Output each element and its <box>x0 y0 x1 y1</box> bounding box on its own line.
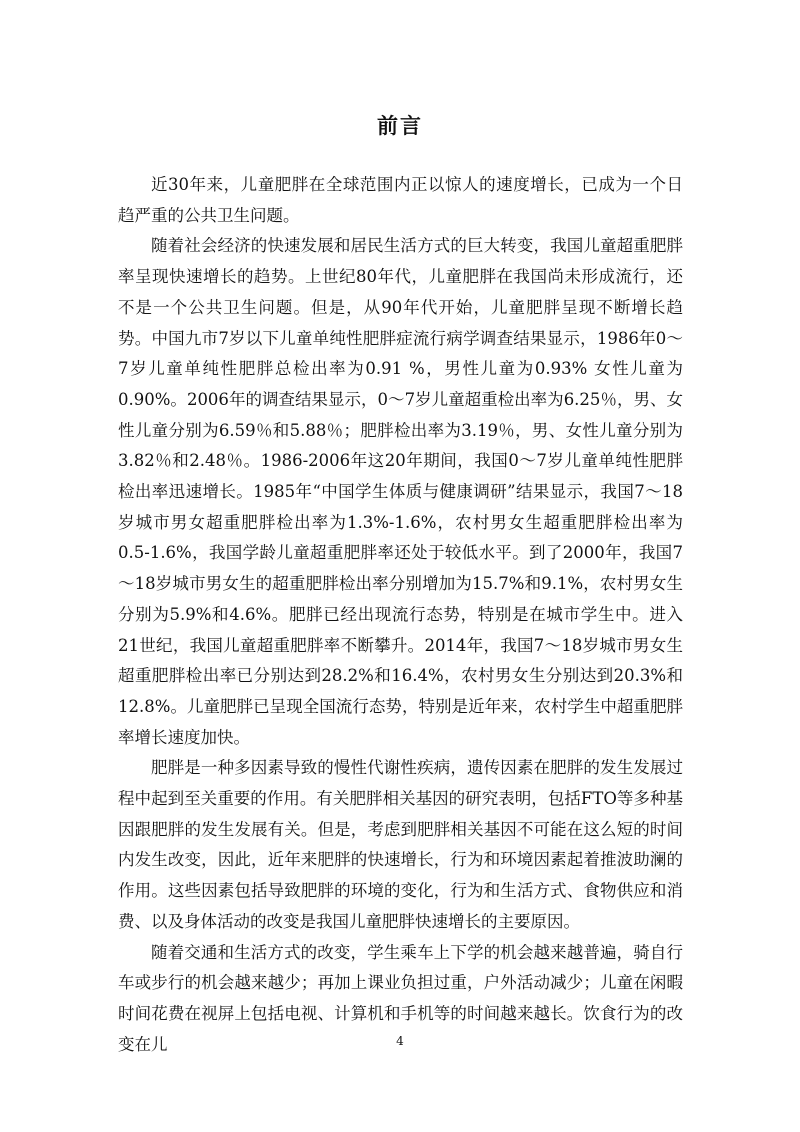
paragraph-1: 近30年来，儿童肥胖在全球范围内正以惊人的速度增长，已成为一个日趋严重的公共卫生问题。 <box>118 175 683 225</box>
page-number: 4 <box>396 1034 404 1048</box>
paragraph-3: 肥胖是一种多因素导致的慢性代谢性疾病，遗传因素在肥胖的发生发展过程中起到至关重要的作用。有关肥胖相关基因的研究表明，包括FTO等多种基因跟肥胖的发生发展有关。但是，考虑到肥胖相关基因不可能在这么短的时间内发生改变，因此，近年来肥胖的快速增长，行为和环境因素起着推波助澜的作用。这些因素包括导致肥胖的环境的变化，行为和生活方式、食物供应和消费、以及身体活动的改变是我国儿童肥胖快速增长的主要原因。 <box>118 758 683 931</box>
page-title: 前言 <box>377 114 423 138</box>
paragraph-4: 随着交通和生活方式的改变，学生乘车上下学的机会越来越普遍，骑自行车或步行的机会越来越少；再加上课业负担过重，户外活动减少；儿童在闲暇时间花费在视屏上包括电视、计算机和手机等的时间越来越长。饮食行为的改变在儿 <box>118 942 683 1054</box>
body-text <box>118 170 683 1060</box>
paragraph-2: 随着社会经济的快速发展和居民生活方式的巨大转变，我国儿童超重肥胖率呈现快速增长的趋势。上世纪80年代，儿童肥胖在我国尚未形成流行，还不是一个公共卫生问题。但是，从90年代开始，儿童肥胖呈现不断增长趋势。中国九市7岁以下儿童单纯性肥胖症流行病学调查结果显示，1986年0～7岁儿童单纯性肥胖总检出率为0.91 %，男性儿童为0.93% 女性儿童为0.90%。2006年的调查结果显示，0～7岁儿童超重检出率为6.25％，男、女性儿童分别为6.59％和5.88％；肥胖检出率为3.19％，男、女性儿童分别为3.82％和2.48％。1986-2006年这20年期间，我国0～7岁儿童单纯性肥胖检出率迅速增长。1985年“中国学生体质与健康调研”结果显示，我国7～18岁城市男女超重肥胖检出率为1.3%-1.6%，农村男女生超重肥胖检出率为0.5-1.6%，我国学龄儿童超重肥胖率还处于较低水平。到了2000年，我国7～18岁城市男女生的超重肥胖检出率分别增加为15.7%和9.1%，农村男女生分别为5.9%和4.6%。肥胖已经出现流行态势，特别是在城市学生中。进入21世纪，我国儿童超重肥胖率不断攀升。2014年，我国7～18岁城市男女生超重肥胖检出率已分别达到28.2%和16.4%，农村男女生分别达到20.3%和12.8%。儿童肥胖已呈现全国流行态势，特别是近年来，农村学生中超重肥胖率增长速度加快。 <box>118 236 683 747</box>
